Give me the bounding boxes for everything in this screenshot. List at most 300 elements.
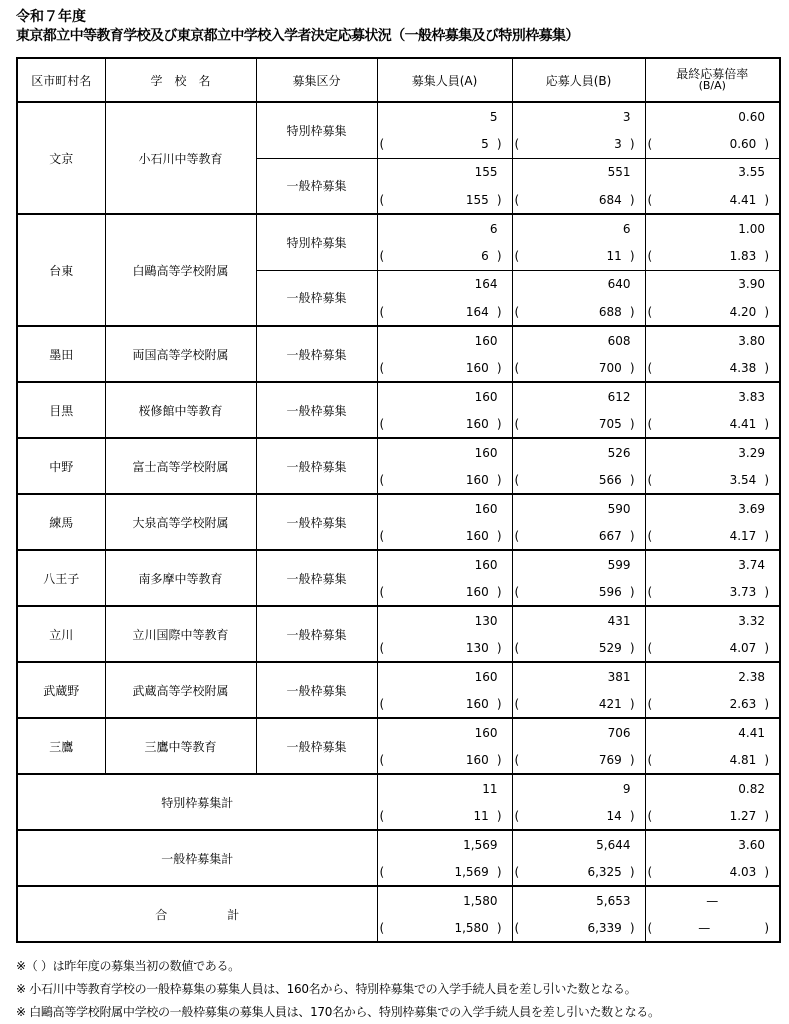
prev-value: 2.63 (729, 696, 757, 711)
paren-open: ( (514, 584, 520, 599)
paren-open: ( (379, 696, 385, 711)
paren-open: ( (379, 920, 385, 935)
paren-close: ) (496, 864, 502, 879)
prev-year-value (378, 305, 512, 319)
prev-value: 11 (473, 808, 489, 823)
table-row (17, 662, 780, 690)
paren-close: ) (764, 248, 769, 263)
prev-year-value-cell (377, 242, 512, 270)
school-cell: 両国高等学校附属 (105, 326, 256, 382)
paren-open: ( (514, 304, 520, 319)
paren-open: ( (379, 528, 385, 543)
prev-year-value-cell (377, 690, 512, 718)
prev-year-value (513, 529, 645, 543)
prev-value: 1,580 (454, 920, 489, 935)
paren-close: ) (764, 304, 769, 319)
prev-value: 160 (465, 752, 489, 767)
prev-year-value (513, 697, 645, 711)
page-title: 東京都立中等教育学校及び東京都立中学校入学者決定応募状況（一般枠募集及び特別枠募集） (16, 28, 579, 44)
prev-value: 529 (598, 640, 622, 655)
paren-open: ( (647, 192, 653, 207)
ward-cell: 練馬 (17, 494, 105, 550)
paren-close: ) (629, 472, 635, 487)
prev-value: 6 (481, 248, 489, 263)
paren-open: ( (379, 472, 385, 487)
ward-cell: 立川 (17, 606, 105, 662)
prev-value: 130 (465, 640, 489, 655)
grand-total-label (17, 886, 377, 942)
prev-year-value-cell (377, 186, 512, 214)
applicants-cell: 6 (512, 214, 645, 242)
prev-value: 3.54 (729, 472, 757, 487)
header-capacity: 募集人員(A) (377, 58, 512, 102)
paren-close: ) (496, 640, 502, 655)
prev-year-value (513, 809, 645, 823)
paren-close: ) (496, 584, 502, 599)
paren-close: ) (496, 528, 502, 543)
paren-open: ( (647, 584, 653, 599)
paren-open: ( (647, 864, 653, 879)
table-row (17, 102, 780, 130)
paren-open: ( (379, 584, 385, 599)
prev-value: 160 (465, 696, 489, 711)
applicants-cell: 5,644 (512, 830, 645, 858)
prev-year-value-cell (645, 298, 780, 326)
footnote: ※ 白鷗高等学校附属中学校の一般枠募集の募集人員は、170名から、特別枠募集での入学手続人員を差し引いた数となる。 (16, 1005, 660, 1019)
paren-close: ) (629, 136, 635, 151)
table-row (17, 382, 780, 410)
prev-year-value (378, 753, 512, 767)
paren-close: ) (764, 192, 769, 207)
prev-year-value-cell (645, 634, 780, 662)
paren-open: ( (379, 864, 385, 879)
prev-year-value-cell (377, 466, 512, 494)
prev-value: 4.17 (729, 528, 757, 543)
paren-open: ( (514, 808, 520, 823)
school-cell: 三鷹中等教育 (105, 718, 256, 774)
paren-open: ( (647, 528, 653, 543)
prev-year-value-cell (645, 746, 780, 774)
prev-year-value (513, 473, 645, 487)
prev-year-value (646, 753, 780, 767)
prev-year-value (646, 417, 780, 431)
ward-cell: 八王子 (17, 550, 105, 606)
applicants-cell: 3 (512, 102, 645, 130)
paren-open: ( (647, 304, 653, 319)
ward-cell: 台東 (17, 214, 105, 326)
prev-year-value-cell (512, 522, 645, 550)
prev-year-value-cell (645, 802, 780, 830)
prev-value: 4.07 (729, 640, 757, 655)
applicants-cell: 431 (512, 606, 645, 634)
prev-value: 4.81 (729, 752, 757, 767)
prev-year-value-cell (645, 186, 780, 214)
prev-year-value (646, 473, 780, 487)
prev-value: 4.41 (729, 192, 757, 207)
prev-year-value-cell (377, 354, 512, 382)
ward-cell: 墨田 (17, 326, 105, 382)
prev-year-value-cell (512, 634, 645, 662)
capacity-cell: 160 (377, 550, 512, 578)
header-ratio-title: 最終応募倍率 (676, 67, 749, 81)
applicants-cell: 5,653 (512, 886, 645, 914)
prev-year-value (646, 249, 780, 263)
paren-close: ) (764, 752, 769, 767)
prev-year-value-cell (512, 858, 645, 886)
paren-open: ( (514, 360, 520, 375)
ratio-cell: 3.69 (645, 494, 780, 522)
category-cell: 一般枠募集 (256, 382, 377, 438)
prev-year-value-cell (377, 578, 512, 606)
paren-close: ) (629, 752, 635, 767)
prev-year-value-cell (512, 802, 645, 830)
prev-year-value-cell (512, 466, 645, 494)
prev-value: 4.41 (729, 416, 757, 431)
capacity-cell: 160 (377, 662, 512, 690)
prev-year-value-cell (512, 914, 645, 942)
prev-value: 667 (598, 528, 622, 543)
paren-close: ) (496, 192, 502, 207)
ratio-cell: 1.00 (645, 214, 780, 242)
prev-value: 160 (465, 416, 489, 431)
paren-open: ( (514, 136, 520, 151)
ratio-cell: 3.90 (645, 270, 780, 298)
prev-year-value-cell (377, 130, 512, 158)
footnotes (16, 955, 660, 1024)
paren-close: ) (629, 920, 635, 935)
prev-year-value (646, 809, 780, 823)
prev-year-value (378, 249, 512, 263)
category-cell: 一般枠募集 (256, 270, 377, 326)
header-category: 募集区分 (256, 58, 377, 102)
paren-open: ( (379, 192, 385, 207)
paren-close: ) (496, 696, 502, 711)
total-label: 特別枠募集計 (17, 774, 377, 830)
applicants-cell: 706 (512, 718, 645, 746)
prev-year-value-cell (377, 914, 512, 942)
prev-year-value (646, 865, 780, 879)
capacity-cell: 130 (377, 606, 512, 634)
category-cell: 一般枠募集 (256, 718, 377, 774)
paren-open: ( (647, 696, 653, 711)
paren-close: ) (629, 640, 635, 655)
prev-value: 688 (598, 304, 622, 319)
prev-value: 3.73 (729, 584, 757, 599)
prev-year-value (378, 921, 512, 935)
prev-year-value-cell (645, 130, 780, 158)
prev-value: 4.20 (729, 304, 757, 319)
ward-cell: 武蔵野 (17, 662, 105, 718)
prev-year-value-cell (512, 242, 645, 270)
grand-total-label-b: 計 (227, 907, 240, 922)
paren-open: ( (379, 808, 385, 823)
prev-value: 769 (598, 752, 622, 767)
prev-year-value-cell (512, 690, 645, 718)
school-cell: 小石川中等教育 (105, 102, 256, 214)
grand-total-label-a: 合 (155, 907, 168, 922)
header-school: 学 校 名 (105, 58, 256, 102)
header-ratio-formula: (B/A) (698, 79, 726, 92)
footnote: ※ 小石川中等教育学校の一般枠募集の募集人員は、160名から、特別枠募集での入学手続人員を差し引いた数となる。 (16, 982, 637, 996)
school-cell: 南多摩中等教育 (105, 550, 256, 606)
paren-close: ) (629, 808, 635, 823)
paren-close: ) (764, 360, 769, 375)
capacity-cell: 6 (377, 214, 512, 242)
paren-close: ) (496, 752, 502, 767)
applicants-cell: 640 (512, 270, 645, 298)
total-row (17, 774, 780, 802)
paren-open: ( (514, 416, 520, 431)
prev-year-value-cell (377, 858, 512, 886)
prev-year-value-cell (645, 466, 780, 494)
prev-year-value-cell (377, 802, 512, 830)
table-row (17, 494, 780, 522)
school-cell: 富士高等学校附属 (105, 438, 256, 494)
capacity-cell: 160 (377, 438, 512, 466)
paren-close: ) (764, 584, 769, 599)
applications-table (16, 57, 781, 943)
ward-cell: 中野 (17, 438, 105, 494)
prev-year-value (378, 417, 512, 431)
prev-year-value-cell (377, 410, 512, 438)
ward-cell: 目黒 (17, 382, 105, 438)
capacity-cell: 164 (377, 270, 512, 298)
ratio-cell: 2.38 (645, 662, 780, 690)
prev-year-value (513, 361, 645, 375)
prev-value: 705 (598, 416, 622, 431)
header-row (17, 58, 780, 102)
prev-value: 596 (598, 584, 622, 599)
school-cell: 武蔵高等学校附属 (105, 662, 256, 718)
prev-year-value-cell (377, 298, 512, 326)
ratio-cell: 3.32 (645, 606, 780, 634)
prev-year-value-cell (645, 242, 780, 270)
prev-value: — (698, 920, 711, 935)
ratio-cell: 3.29 (645, 438, 780, 466)
prev-year-value (513, 865, 645, 879)
paren-close: ) (496, 416, 502, 431)
prev-value: 6,339 (587, 920, 622, 935)
paren-close: ) (629, 528, 635, 543)
prev-year-value-cell (512, 354, 645, 382)
prev-year-value (378, 697, 512, 711)
prev-value: 14 (606, 808, 622, 823)
prev-value: 160 (465, 528, 489, 543)
applicants-cell: 599 (512, 550, 645, 578)
applicants-cell: 590 (512, 494, 645, 522)
prev-year-value (513, 641, 645, 655)
ratio-cell: 3.60 (645, 830, 780, 858)
prev-value: 164 (465, 304, 489, 319)
prev-year-value-cell (645, 690, 780, 718)
paren-open: ( (514, 192, 520, 207)
ratio-cell: 3.74 (645, 550, 780, 578)
paren-close: ) (629, 416, 635, 431)
prev-value: 684 (598, 192, 622, 207)
paren-open: ( (647, 136, 653, 151)
paren-close: ) (764, 136, 769, 151)
ratio-cell: 4.41 (645, 718, 780, 746)
paren-open: ( (514, 248, 520, 263)
paren-close: ) (496, 808, 502, 823)
paren-open: ( (647, 640, 653, 655)
paren-close: ) (629, 248, 635, 263)
page-title-year: 令和７年度 (16, 9, 86, 25)
table-body (17, 102, 780, 942)
paren-open: ( (379, 752, 385, 767)
prev-year-value (378, 809, 512, 823)
prev-year-value (378, 361, 512, 375)
table-row (17, 550, 780, 578)
prev-year-value (378, 641, 512, 655)
prev-year-value (513, 249, 645, 263)
paren-open: ( (379, 416, 385, 431)
prev-year-value-cell (512, 130, 645, 158)
paren-open: ( (514, 752, 520, 767)
category-cell: 一般枠募集 (256, 550, 377, 606)
grand-total-row (17, 886, 780, 914)
prev-year-value (378, 585, 512, 599)
paren-open: ( (647, 360, 653, 375)
category-cell: 一般枠募集 (256, 494, 377, 550)
footnote: ※（ ）は昨年度の募集当初の数値である。 (16, 959, 240, 973)
prev-year-value-cell (645, 522, 780, 550)
paren-close: ) (629, 304, 635, 319)
prev-year-value (513, 417, 645, 431)
prev-value: 421 (598, 696, 622, 711)
table-row (17, 326, 780, 354)
prev-year-value (378, 529, 512, 543)
capacity-cell: 11 (377, 774, 512, 802)
paren-open: ( (647, 248, 653, 263)
applicants-cell: 608 (512, 326, 645, 354)
capacity-cell: 1,569 (377, 830, 512, 858)
paren-close: ) (764, 696, 769, 711)
capacity-cell: 160 (377, 326, 512, 354)
paren-close: ) (764, 640, 769, 655)
total-label: 一般枠募集計 (17, 830, 377, 886)
ward-cell: 文京 (17, 102, 105, 214)
paren-open: ( (379, 248, 385, 263)
paren-open: ( (514, 640, 520, 655)
capacity-cell: 5 (377, 102, 512, 130)
paren-close: ) (496, 248, 502, 263)
paren-open: ( (647, 808, 653, 823)
ratio-cell: 0.82 (645, 774, 780, 802)
paren-open: ( (379, 136, 385, 151)
paren-open: ( (379, 304, 385, 319)
paren-close: ) (629, 696, 635, 711)
paren-close: ) (764, 920, 769, 935)
ratio-cell: 3.83 (645, 382, 780, 410)
prev-year-value (378, 473, 512, 487)
paren-close: ) (764, 864, 769, 879)
ward-cell: 三鷹 (17, 718, 105, 774)
prev-value: 1,569 (454, 864, 489, 879)
paren-open: ( (514, 864, 520, 879)
school-cell: 白鷗高等学校附属 (105, 214, 256, 326)
prev-year-value (513, 921, 645, 935)
prev-value: 0.60 (729, 136, 757, 151)
prev-year-value (646, 193, 780, 207)
prev-year-value-cell (377, 522, 512, 550)
school-cell: 立川国際中等教育 (105, 606, 256, 662)
prev-year-value (378, 193, 512, 207)
applicants-cell: 551 (512, 158, 645, 186)
ratio-cell: — (645, 886, 780, 914)
prev-year-value (378, 137, 512, 151)
prev-year-value-cell (645, 858, 780, 886)
category-cell: 一般枠募集 (256, 326, 377, 382)
paren-open: ( (647, 920, 653, 935)
ratio-cell: 3.80 (645, 326, 780, 354)
paren-close: ) (629, 864, 635, 879)
capacity-cell: 160 (377, 382, 512, 410)
prev-value: 4.38 (729, 360, 757, 375)
capacity-cell: 160 (377, 494, 512, 522)
prev-year-value-cell (645, 578, 780, 606)
applicants-cell: 9 (512, 774, 645, 802)
prev-value: 1.27 (729, 808, 757, 823)
prev-year-value-cell (512, 186, 645, 214)
paren-open: ( (514, 920, 520, 935)
prev-value: 160 (465, 360, 489, 375)
category-cell: 一般枠募集 (256, 662, 377, 718)
prev-year-value (513, 305, 645, 319)
prev-year-value-cell (645, 914, 780, 942)
category-cell: 一般枠募集 (256, 438, 377, 494)
prev-year-value (646, 361, 780, 375)
applicants-cell: 526 (512, 438, 645, 466)
prev-year-value-cell (512, 410, 645, 438)
table-row (17, 606, 780, 634)
header-ratio (645, 58, 780, 102)
prev-year-value (646, 305, 780, 319)
applicants-cell: 381 (512, 662, 645, 690)
prev-value: 3 (614, 136, 622, 151)
prev-year-value-cell (645, 354, 780, 382)
paren-open: ( (514, 528, 520, 543)
prev-value: 6,325 (587, 864, 622, 879)
prev-year-value (513, 585, 645, 599)
paren-close: ) (764, 472, 769, 487)
prev-value: 11 (606, 248, 622, 263)
paren-close: ) (496, 360, 502, 375)
table-row (17, 718, 780, 746)
paren-open: ( (379, 360, 385, 375)
paren-close: ) (496, 304, 502, 319)
prev-year-value (646, 641, 780, 655)
school-cell: 桜修館中等教育 (105, 382, 256, 438)
category-cell: 特別枠募集 (256, 102, 377, 158)
paren-close: ) (629, 360, 635, 375)
prev-value: 700 (598, 360, 622, 375)
table-row (17, 438, 780, 466)
paren-open: ( (647, 472, 653, 487)
header-applicants: 応募人員(B) (512, 58, 645, 102)
paren-close: ) (764, 528, 769, 543)
prev-value: 160 (465, 472, 489, 487)
prev-year-value (646, 697, 780, 711)
paren-close: ) (496, 136, 502, 151)
paren-close: ) (496, 920, 502, 935)
school-cell: 大泉高等学校附属 (105, 494, 256, 550)
paren-open: ( (514, 472, 520, 487)
prev-year-value (646, 529, 780, 543)
paren-close: ) (764, 808, 769, 823)
prev-year-value-cell (645, 410, 780, 438)
category-cell: 一般枠募集 (256, 158, 377, 214)
